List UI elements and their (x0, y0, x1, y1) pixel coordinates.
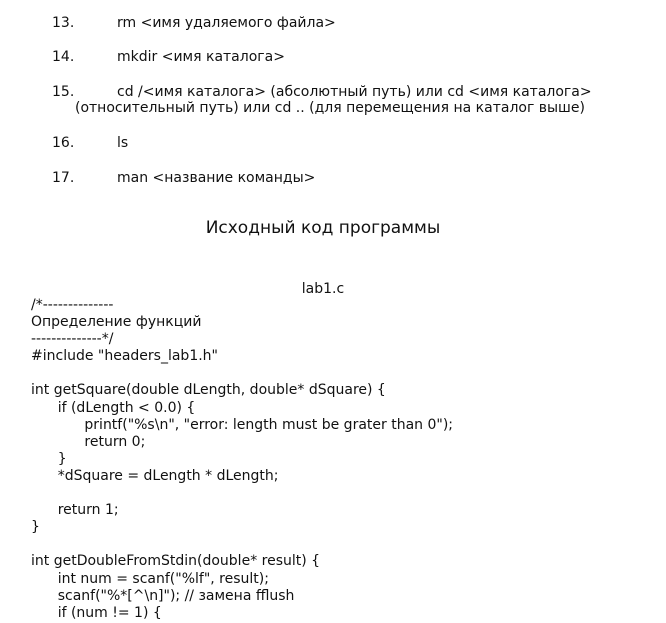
file-name: lab1.c (301, 281, 345, 297)
list-item (52, 135, 128, 152)
item-text-continued: (относительный путь) или cd .. (для перемещения на каталог выше) (75, 100, 585, 116)
item-number: 14. (52, 49, 75, 65)
item-text: mkdir <имя каталога> (117, 49, 285, 65)
list-item (52, 15, 336, 32)
item-text: ls (117, 135, 129, 151)
list-item (52, 84, 592, 101)
item-text: rm <имя удаляемого файла> (117, 15, 336, 31)
code-listing: /*-------------- Определение функций --------------*/ #include "headers_lab1.h" int getSquare(double dLength, double* dSquare) { if (dLength < 0.0) { printf("%s\n", "error: length must be grater than 0"); return 0; } *dSquare = dLength * dLength; return 1; } int getDoubleFromStdin(double* result) { int num = scanf("%lf", result); scanf("%*[^\n]"); // замена fflush if (num != 1) { (31, 297, 453, 621)
item-number: 13. (52, 15, 75, 31)
item-text: cd /<имя каталога> (абсолютный путь) или cd <имя каталога> (117, 84, 592, 100)
list-item (52, 170, 315, 187)
item-text: man <название команды> (117, 170, 316, 186)
list-item (52, 49, 285, 66)
item-number: 15. (52, 84, 75, 100)
item-number: 16. (52, 135, 75, 151)
item-number: 17. (52, 170, 75, 186)
section-heading: Исходный код программы (205, 218, 441, 238)
